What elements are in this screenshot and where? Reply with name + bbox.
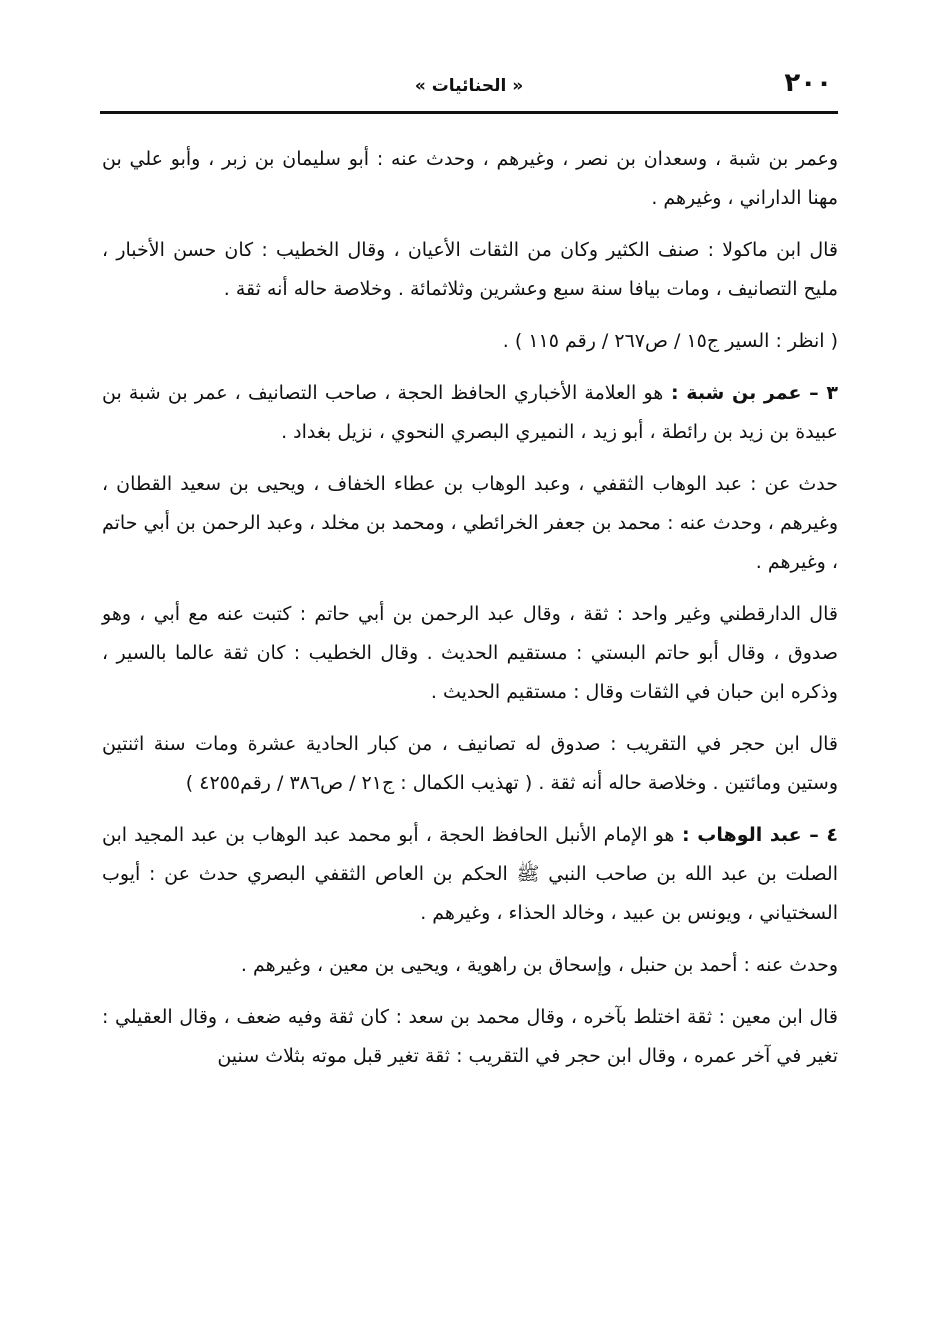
- biography-heading: ٤ – عبد الوهاب :: [674, 824, 838, 846]
- paragraph: [102, 231, 838, 309]
- paragraph-text: هو العلامة الأخباري الحافظ الحجة ، صاحب التصانيف ، عمر بن شبة بن عبيدة بن زيد بن رائطة ، أبو زيد ، النميري البصري النحوي ، نزيل بغداد .: [102, 382, 838, 443]
- paragraph: [102, 595, 838, 712]
- paragraph: [102, 725, 838, 803]
- paragraph-text: وحدث عنه : أحمد بن حنبل ، وإسحاق بن راهوية ، ويحيى بن معين ، وغيرهم .: [240, 954, 838, 976]
- paragraph: [102, 374, 838, 452]
- paragraph-text: قال ابن معين : ثقة اختلط بآخره ، وقال محمد بن سعد : كان ثقة وفيه ضعف ، وقال العقيلي : تغير في آخر عمره ، وقال ابن حجر في التقريب : ثقة تغير قبل موته بثلاث سنين: [102, 1006, 838, 1067]
- paragraph-text: قال ابن ماكولا : صنف الكثير وكان من الثقات الأعيان ، وقال الخطيب : كان حسن الأخبار ، مليح التصانيف ، ومات بيافا سنة سبع وعشرين وثلاثمائة . وخلاصة حاله أنه ثقة .: [102, 239, 838, 300]
- paragraph-text: حدث عن : عبد الوهاب الثقفي ، وعبد الوهاب بن عطاء الخفاف ، ويحيى بن سعيد القطان ، وغيرهم ، وحدث عنه : محمد بن جعفر الخرائطي ، ومحمد بن مخلد ، وعبد الرحمن بن أبي حاتم ، وغيرهم .: [102, 473, 838, 573]
- running-title: « الحنائيات »: [414, 76, 524, 96]
- paragraph: [102, 816, 838, 933]
- paragraph: [102, 322, 838, 361]
- biography-heading: ٣ – عمر بن شبة :: [663, 382, 838, 404]
- paragraph-text: قال الدارقطني وغير واحد : ثقة ، وقال عبد الرحمن بن أبي حاتم : كتبت عنه مع أبي ، وهو صدوق ، وقال أبو حاتم البستي : مستقيم الحديث . وقال الخطيب : كان ثقة عالما بالسير ، وذكره ابن حبان في الثقات وقال : مستقيم الحديث .: [102, 603, 838, 703]
- paragraph: [102, 946, 838, 985]
- paragraph-text: ( انظر : السير ج١٥ / ص٢٦٧ / رقم ١١٥ ) .: [502, 330, 838, 352]
- paragraph: [102, 140, 838, 218]
- paragraph-text: هو الإمام الأنبل الحافظ الحجة ، أبو محمد عبد الوهاب بن عبد المجيد ابن الصلت بن عبد الله بن صاحب النبي ﷺ الحكم بن العاص الثقفي البصري حدث عن : أيوب السختياني ، ويونس بن عبيد ، وخالد الحذاء ، وغيرهم .: [102, 824, 838, 924]
- page-number: ٢٠٠: [784, 68, 832, 98]
- paragraph-text: وعمر بن شبة ، وسعدان بن نصر ، وغيرهم ، وحدث عنه : أبو سليمان بن زبر ، وأبو علي بن مهنا الداراني ، وغيرهم .: [102, 148, 838, 209]
- paragraph-text: قال ابن حجر في التقريب : صدوق له تصانيف ، من كبار الحادية عشرة ومات سنة اثنتين وستين ومائتين . وخلاصة حاله أنه ثقة . ( تهذيب الكمال : ج٢١ / ص٣٨٦ / رقم٤٢٥٥ ): [102, 733, 838, 794]
- paragraph: [102, 998, 838, 1076]
- header-divider: [100, 111, 838, 114]
- page-header: [100, 62, 838, 110]
- paragraph: [102, 465, 838, 582]
- body-text: [102, 140, 838, 1089]
